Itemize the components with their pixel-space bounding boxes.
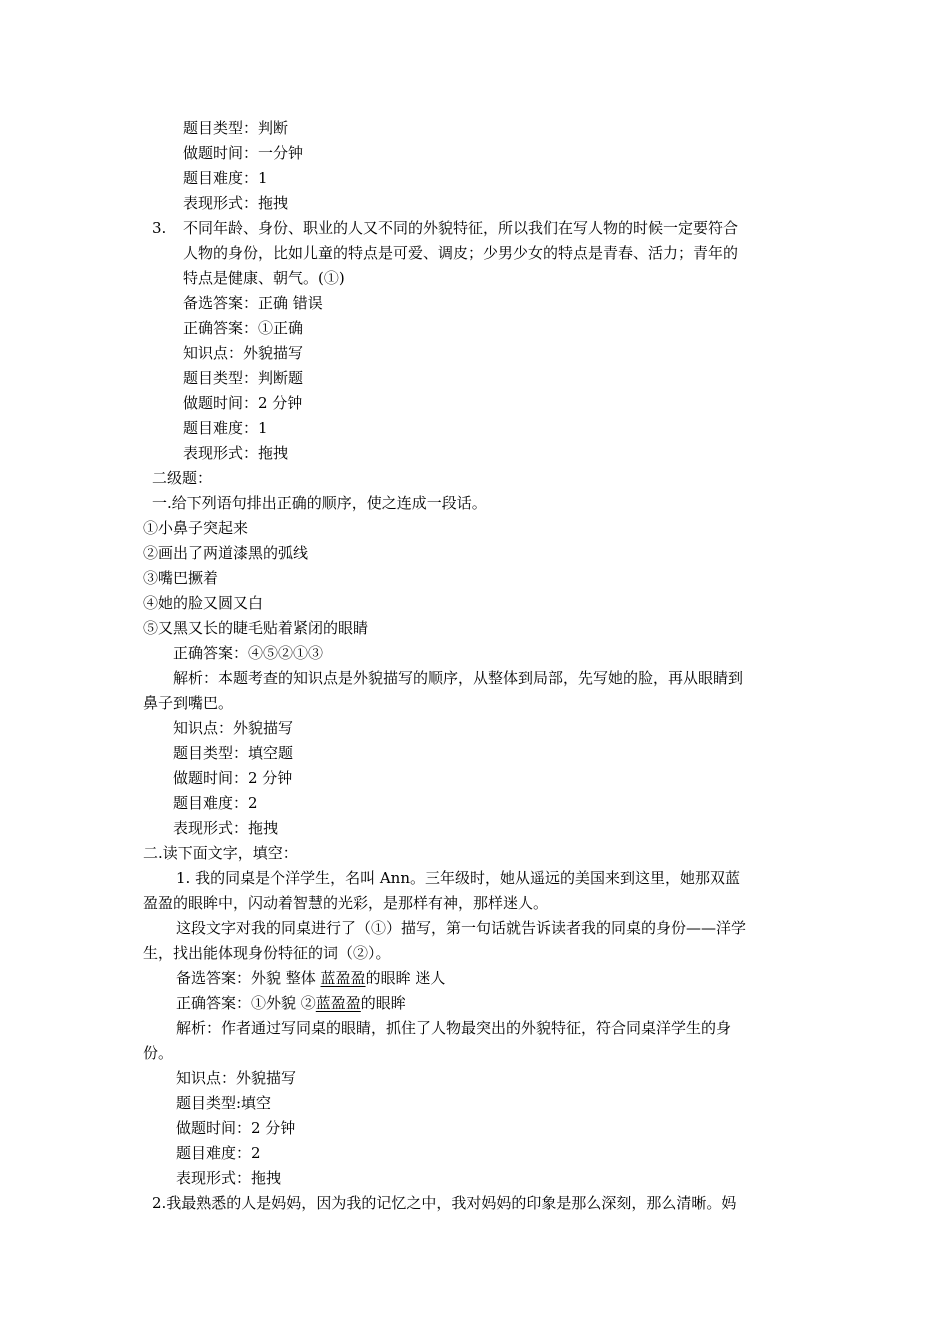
q3-stem-line2: 人物的身份，比如儿童的特点是可爱、调皮；少男少女的特点是青春、活力；青年的 (183, 244, 739, 262)
l2q1-difficulty: 题目难度：2 (173, 794, 258, 812)
l2q1-analysis-line2: 鼻子到嘴巴。 (143, 694, 234, 712)
l2q1-item-5: ⑤又黑又长的睫毛贴着紧闭的眼睛 (143, 619, 369, 637)
l2q1-time: 做题时间：2 分钟 (173, 769, 293, 787)
q3-options: 备选答案：正确 错误 (183, 294, 323, 312)
l2q2-answer-prefix: 正确答案：①外貌 ② (176, 994, 316, 1012)
level2-heading: 二级题： (152, 469, 213, 487)
q2-time: 做题时间：一分钟 (183, 144, 304, 162)
l2q2-options (176, 967, 445, 989)
l2q2-analysis-line1: 解析：作者通过写同桌的眼睛，抓住了人物最突出的外貌特征，符合同桌洋学生的身 (176, 1019, 732, 1037)
l2q1-item-1: ①小鼻子突起来 (143, 519, 249, 537)
l2q2-difficulty: 题目难度：2 (176, 1144, 261, 1162)
l2q2-answer-suffix: 的眼眸 (360, 994, 406, 1012)
l2q2-answer (176, 992, 406, 1014)
l2q2-para2-line2: 生，找出能体现身份特征的词（②）。 (143, 944, 391, 962)
q3-number: 3. (152, 219, 167, 237)
l2q2-stem: 二.读下面文字，填空： (143, 844, 298, 862)
l2q2-knowledge: 知识点：外貌描写 (176, 1069, 297, 1087)
q3-type: 题目类型：判断题 (183, 369, 304, 387)
q3-knowledge: 知识点：外貌描写 (183, 344, 304, 362)
q2-form: 表现形式：拖拽 (183, 194, 289, 212)
q3-difficulty: 题目难度：1 (183, 419, 268, 437)
q3-answer: 正确答案：①正确 (183, 319, 304, 337)
l2q2-analysis-line2: 份。 (143, 1044, 174, 1062)
l2q1-item-3: ③嘴巴撅着 (143, 569, 219, 587)
l2q2-options-prefix: 备选答案：外貌 整体 (176, 969, 321, 987)
l2q1-item-4: ④她的脸又圆又白 (143, 594, 264, 612)
l2q2-options-suffix: 的眼眸 迷人 (365, 969, 446, 987)
l2q2-type: 题目类型:填空 (176, 1094, 272, 1112)
l2q2-form: 表现形式：拖拽 (176, 1169, 282, 1187)
l2q1-type: 题目类型：填空题 (173, 744, 294, 762)
l2q1-item-2: ②画出了两道漆黑的弧线 (143, 544, 309, 562)
l2q2-time: 做题时间：2 分钟 (176, 1119, 296, 1137)
l2q2-para1-line2: 盈盈的眼眸中，闪动着智慧的光彩，是那样有神，那样迷人。 (143, 894, 549, 912)
l2q1-analysis-line1: 解析：本题考查的知识点是外貌描写的顺序，从整体到局部，先写她的脸，再从眼睛到 (173, 669, 744, 687)
q3-time: 做题时间：2 分钟 (183, 394, 303, 412)
l2q2-para1-line1: 1. 我的同桌是个洋学生，名叫 Ann。三年级时，她从遥远的美国来到这里，她那双蓝 (176, 869, 741, 887)
q2-type: 题目类型：判断 (183, 119, 289, 137)
q2-difficulty: 题目难度：1 (183, 169, 268, 187)
l2q1-knowledge: 知识点：外貌描写 (173, 719, 294, 737)
q3-stem-line3: 特点是健康、朝气。(①) (183, 269, 345, 287)
l2q1-stem: 一.给下列语句排出正确的顺序，使之连成一段话。 (152, 494, 487, 512)
q3-stem-line1: 不同年龄、身份、职业的人又不同的外貌特征，所以我们在写人物的时候一定要符合 (183, 219, 739, 237)
l2q2-answer-underlined: 蓝盈盈 (315, 994, 361, 1012)
l2q2-options-underlined: 蓝盈盈 (320, 969, 366, 987)
l2q1-form: 表现形式：拖拽 (173, 819, 279, 837)
q3-form: 表现形式：拖拽 (183, 444, 289, 462)
l2q1-answer: 正确答案：④⑤②①③ (173, 644, 324, 662)
l2q2-para2-line1: 这段文字对我的同桌进行了（①）描写，第一句话就告诉读者我的同桌的身份——洋学 (176, 919, 747, 937)
l2q2-passage2-line1: 2.我最熟悉的人是妈妈，因为我的记忆之中，我对妈妈的印象是那么深刻，那么清晰。妈 (152, 1194, 737, 1212)
